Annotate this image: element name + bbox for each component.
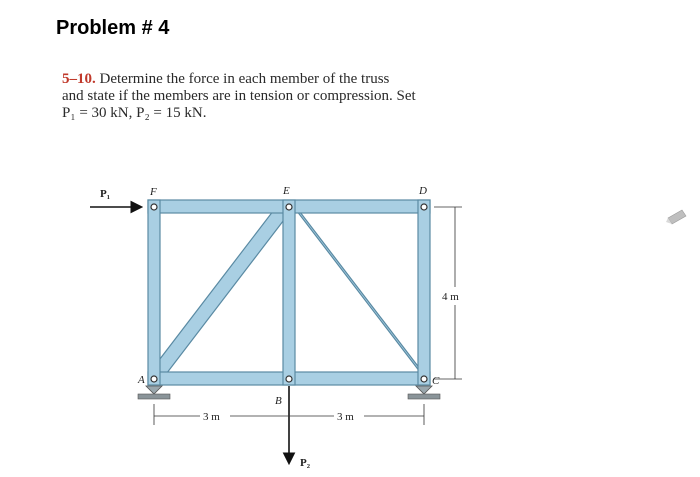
node-label-e: E bbox=[283, 185, 290, 197]
pin-a bbox=[151, 376, 157, 382]
load-p2 bbox=[289, 386, 311, 469]
dimension-right bbox=[434, 207, 462, 379]
support-a bbox=[138, 386, 170, 399]
node-label-f: F bbox=[150, 186, 157, 198]
load-p1 bbox=[90, 188, 140, 207]
problem-line-1-text: Determine the force in each member of the truss bbox=[99, 71, 390, 87]
member-ae bbox=[150, 202, 290, 382]
pin-c bbox=[421, 376, 427, 382]
node-label-d: D bbox=[419, 185, 427, 197]
dimension-left-span: 3 m bbox=[203, 411, 220, 423]
node-label-a: A bbox=[138, 374, 145, 386]
dimension-right-span: 3 m bbox=[337, 411, 354, 423]
member-af bbox=[148, 200, 160, 385]
problem-heading: Problem # 4 bbox=[56, 17, 170, 39]
support-c bbox=[408, 386, 440, 399]
truss-members bbox=[148, 200, 430, 385]
pin-e bbox=[286, 204, 292, 210]
problem-line-3: P₁ = 30 kN, P₂ = 15 kN. bbox=[62, 105, 207, 121]
pin-b bbox=[286, 376, 292, 382]
node-label-b: B bbox=[275, 395, 282, 407]
load-p2-label: P₂ bbox=[300, 457, 311, 469]
member-ec bbox=[290, 202, 430, 382]
pencil-icon bbox=[666, 210, 686, 224]
node-label-c: C bbox=[432, 375, 440, 387]
problem-number: 5–10. bbox=[62, 71, 96, 87]
member-eb bbox=[283, 200, 295, 385]
pin-d bbox=[421, 204, 427, 210]
dimension-height: 4 m bbox=[442, 291, 459, 303]
problem-line-2: and state if the members are in tension or compression. Set bbox=[62, 88, 416, 104]
member-dc bbox=[418, 200, 430, 385]
load-p1-label: P₁ bbox=[100, 188, 111, 200]
pin-f bbox=[151, 204, 157, 210]
